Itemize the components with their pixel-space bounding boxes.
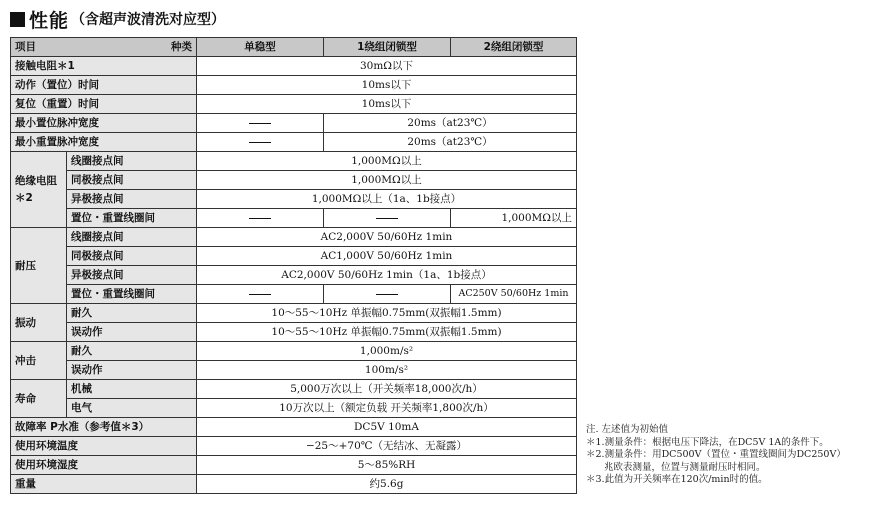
header-kind: 种类	[171, 41, 192, 53]
dash-mark	[249, 142, 271, 143]
dash-cell	[324, 285, 451, 304]
row-value: AC2,000V 50/60Hz 1min（1a、1b接点）	[197, 266, 577, 285]
table-row	[11, 475, 577, 494]
note-1: ＊1.测量条件：根据电压下降法，在DC5V 1A的条件下。	[586, 436, 829, 448]
table-row	[11, 76, 577, 95]
table-row	[11, 171, 577, 190]
title-sub: （含超声波清洗对应型）	[71, 12, 226, 28]
dash-mark	[249, 294, 271, 295]
footnotes	[586, 424, 891, 487]
sub-label: 线圈接点间	[67, 228, 197, 247]
row-value: DC5V 10mA	[197, 418, 577, 437]
row-label: 最小重置脉冲宽度	[11, 133, 197, 152]
sub-label: 误动作	[67, 361, 197, 380]
sub-label: 机械	[67, 380, 197, 399]
section-title	[10, 6, 225, 32]
row-value: 10～55～10Hz 单振幅0.75mm(双振幅1.5mm)	[197, 304, 577, 323]
table-row	[11, 266, 577, 285]
table-row	[11, 209, 577, 228]
table-row	[11, 361, 577, 380]
dash-cell	[197, 285, 324, 304]
dash-cell	[197, 133, 324, 152]
sub-label: 异极接点间	[67, 266, 197, 285]
row-value: 20ms（at23℃）	[324, 114, 577, 133]
header-col-2coil-latch: 2绕组闭锁型	[451, 38, 577, 57]
row-label: 最小置位脉冲宽度	[11, 114, 197, 133]
row-value: 1,000MΩ以上	[197, 152, 577, 171]
performance-table	[10, 37, 577, 494]
row-value: 10ms以下	[197, 76, 577, 95]
table-row	[11, 228, 577, 247]
row-value: 1,000MΩ以上	[197, 171, 577, 190]
sub-label: 异极接点间	[67, 190, 197, 209]
table-row	[11, 399, 577, 418]
sub-label: 置位・重置线圈间	[67, 209, 197, 228]
note-2-cont: 兆欧表测量，位置与测量耐压时相同。	[604, 461, 766, 473]
table-row	[11, 57, 577, 76]
dash-mark	[249, 123, 271, 124]
group-label-vibration: 振动	[11, 304, 67, 342]
table-row	[11, 323, 577, 342]
table-row	[11, 437, 577, 456]
row-value: 30mΩ以下	[197, 57, 577, 76]
sub-label: 耐久	[67, 304, 197, 323]
sub-label: 误动作	[67, 323, 197, 342]
table-row	[11, 342, 577, 361]
row-value: 10ms以下	[197, 95, 577, 114]
dash-mark	[249, 218, 271, 219]
table-row	[11, 418, 577, 437]
sub-label: 置位・重置线圈间	[67, 285, 197, 304]
group-label-dielectric: 耐压	[11, 228, 67, 304]
table-row	[11, 456, 577, 475]
row-value: 10～55～10Hz 单振幅0.75mm(双振幅1.5mm)	[197, 323, 577, 342]
row-value: 1,000MΩ以上（1a、1b接点）	[197, 190, 577, 209]
sub-label: 电气	[67, 399, 197, 418]
row-value: AC2,000V 50/60Hz 1min	[197, 228, 577, 247]
note-2: ＊2.测量条件：用DC500V（置位・重置线圈间为DC250V）	[586, 449, 846, 460]
table-row	[11, 95, 577, 114]
dash-cell	[197, 114, 324, 133]
row-value: AC1,000V 50/60Hz 1min	[197, 247, 577, 266]
sub-label: 同极接点间	[67, 171, 197, 190]
group-label-insulation: 绝缘电阻＊2	[11, 152, 67, 228]
black-square-icon	[10, 12, 25, 27]
table-row	[11, 190, 577, 209]
dash-cell	[324, 209, 451, 228]
row-value: 20ms（at23℃）	[324, 133, 577, 152]
table-row	[11, 380, 577, 399]
row-value: 1,000m/s²	[197, 342, 577, 361]
row-value: 1,000MΩ以上	[451, 209, 577, 228]
row-label: 重量	[11, 475, 197, 494]
group-label-shock: 冲击	[11, 342, 67, 380]
row-value: 5,000万次以上（开关频率18,000次/h）	[197, 380, 577, 399]
row-value: 5～85%RH	[197, 456, 577, 475]
row-value: 约5.6g	[197, 475, 577, 494]
row-label: 动作（置位）时间	[11, 76, 197, 95]
table-row	[11, 114, 577, 133]
row-label: 使用环境湿度	[11, 456, 197, 475]
row-label: 故障率 P水准（参考值＊3）	[11, 418, 197, 437]
table-row	[11, 152, 577, 171]
header-col-single-stable: 单稳型	[197, 38, 324, 57]
row-value: −25～+70℃（无结冰、无凝露）	[197, 437, 577, 456]
dash-cell	[197, 209, 324, 228]
header-item-kind	[11, 38, 197, 57]
dash-mark	[376, 294, 398, 295]
row-label: 复位（重置）时间	[11, 95, 197, 114]
note-3: ＊3.此值为开关频率在120次/min时的值。	[586, 474, 768, 485]
table-header-row	[11, 38, 577, 57]
row-value: 100m/s²	[197, 361, 577, 380]
table-row	[11, 247, 577, 266]
table-row	[11, 304, 577, 323]
sub-label: 同极接点间	[67, 247, 197, 266]
group-label-life: 寿命	[11, 380, 67, 418]
row-value: 10万次以上（额定负载 开关频率1,800次/h）	[197, 399, 577, 418]
dash-mark	[376, 218, 398, 219]
header-item: 项目	[15, 41, 36, 53]
row-value: AC250V 50/60Hz 1min	[451, 285, 577, 304]
sub-label: 线圈接点间	[67, 152, 197, 171]
header-col-1coil-latch: 1绕组闭锁型	[324, 38, 451, 57]
title-main: 性能	[29, 9, 70, 32]
note-initial: 注. 左述值为初始值	[586, 424, 669, 435]
table-row	[11, 285, 577, 304]
row-label: 接触电阻＊1	[11, 57, 197, 76]
table-row	[11, 133, 577, 152]
sub-label: 耐久	[67, 342, 197, 361]
row-label: 使用环境温度	[11, 437, 197, 456]
